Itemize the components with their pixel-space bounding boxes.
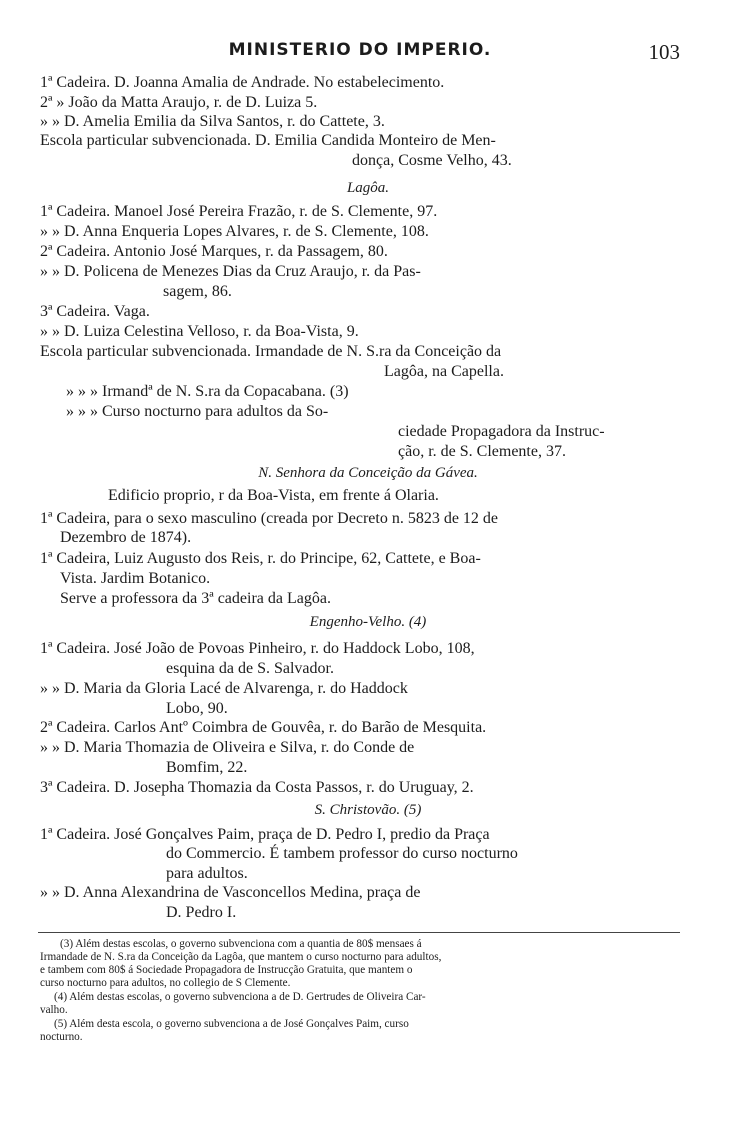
text-line: » » D. Anna Alexandrina de Vasconcellos Medina, praça de xyxy=(40,884,421,901)
section-heading-lagoa: Lagôa. xyxy=(346,180,390,196)
text-line: Lobo, 90. xyxy=(166,700,228,717)
text-line: » » » Irmandª de N. S.ra da Copacabana. (3) xyxy=(66,383,349,400)
footnote-line: (4) Além destas escolas, o governo subvenciona a de D. Gertrudes de Oliveira Car- xyxy=(54,991,426,1003)
text-line: do Commercio. É tambem professor do curso nocturno xyxy=(166,845,518,862)
text-line: » » D. Amelia Emilia da Silva Santos, r. do Cattete, 3. xyxy=(40,113,385,130)
text-line: » » D. Maria Thomazia de Oliveira e Silva, r. do Conde de xyxy=(40,739,415,756)
text-line: D. Pedro I. xyxy=(166,904,237,921)
text-line: » » D. Policena de Menezes Dias da Cruz Araujo, r. da Pas- xyxy=(40,263,421,280)
text-line: 1ª Cadeira. D. Joanna Amalia de Andrade. No estabelecimento. xyxy=(40,74,445,91)
text-line: Bomfim, 22. xyxy=(166,759,248,776)
text-line: 2ª Cadeira. Antonio José Marques, r. da Passagem, 80. xyxy=(40,243,388,260)
text-line: ciedade Propagadora da Instruc- xyxy=(398,423,605,440)
text-line: Vista. Jardim Botanico. xyxy=(60,570,211,587)
text-line: Lagôa, na Capella. xyxy=(384,363,504,380)
footnote-line: nocturno. xyxy=(40,1031,83,1043)
text-line: esquina da de S. Salvador. xyxy=(166,660,334,677)
section-heading-s-christovao: S. Christovão. (5) xyxy=(314,802,422,818)
text-line: Escola particular subvencionada. Irmandade de N. S.ra da Conceição da xyxy=(40,343,502,360)
text-line: » » D. Maria da Gloria Lacé de Alvarenga, r. do Haddock xyxy=(40,680,408,697)
text-line: » » D. Anna Enqueria Lopes Alvares, r. de S. Clemente, 108. xyxy=(40,223,429,240)
section-heading-gavea: N. Senhora da Conceição da Gávea. xyxy=(258,465,478,481)
text-line: Dezembro de 1874). xyxy=(60,529,192,546)
footnote-line: valho. xyxy=(40,1004,68,1016)
page-number: 103 xyxy=(648,40,680,64)
footnote-line: e tambem com 80$ á Sociedade Propagadora de Instrucção Gratuita, que mantem o xyxy=(40,964,413,976)
running-title: MINISTERIO DO IMPERIO. xyxy=(228,40,492,60)
text-line: donça, Cosme Velho, 43. xyxy=(352,152,512,169)
text-line: 1ª Cadeira. José Gonçalves Paim, praça de D. Pedro I, predio da Praça xyxy=(40,826,490,843)
text-line: » » » Curso nocturno para adultos da So- xyxy=(66,403,329,420)
text-line: ção, r. de S. Clemente, 37. xyxy=(398,443,566,460)
footnote-line: (5) Além desta escola, o governo subvenciona a de José Gonçalves Paim, curso xyxy=(54,1018,409,1030)
footnote-line: Irmandade de N. S.ra da Conceição da Lagôa, que mantem o curso nocturno para adultos, xyxy=(40,951,442,963)
text-line: 1ª Cadeira, Luiz Augusto dos Reis, r. do Principe, 62, Cattete, e Boa- xyxy=(40,550,481,567)
text-line: 1ª Cadeira. José João de Povoas Pinheiro, r. do Haddock Lobo, 108, xyxy=(40,640,475,657)
section-heading-engenho-velho: Engenho-Velho. (4) xyxy=(309,614,427,630)
footnote-line: curso nocturno para adultos, no collegio de S Clemente. xyxy=(40,977,291,989)
footnote-divider xyxy=(38,932,680,933)
text-line: para adultos. xyxy=(166,865,248,882)
text-line: » » D. Luiza Celestina Velloso, r. da Boa-Vista, 9. xyxy=(40,323,359,340)
page-header xyxy=(40,40,680,64)
text-line: 2ª » João da Matta Araujo, r. de D. Luiza 5. xyxy=(40,94,318,111)
footnote-line: (3) Além destas escolas, o governo subvenciona com a quantia de 80$ mensaes á xyxy=(60,938,422,950)
text-line: Edificio proprio, r da Boa-Vista, em frente á Olaria. xyxy=(108,487,439,504)
text-line: 1ª Cadeira, para o sexo masculino (creada por Decreto n. 5823 de 12 de xyxy=(40,510,499,527)
text-line: sagem, 86. xyxy=(163,283,232,300)
text-line: Escola particular subvencionada. D. Emilia Candida Monteiro de Men- xyxy=(40,132,496,149)
text-line: 1ª Cadeira. Manoel José Pereira Frazão, r. de S. Clemente, 97. xyxy=(40,203,438,220)
text-line: 3ª Cadeira. Vaga. xyxy=(40,303,150,320)
text-line: Serve a professora da 3ª cadeira da Lagôa. xyxy=(60,590,331,607)
text-line: 2ª Cadeira. Carlos Antº Coimbra de Gouvêa, r. do Barão de Mesquita. xyxy=(40,719,487,736)
text-line: 3ª Cadeira. D. Josepha Thomazia da Costa Passos, r. do Uruguay, 2. xyxy=(40,779,474,796)
